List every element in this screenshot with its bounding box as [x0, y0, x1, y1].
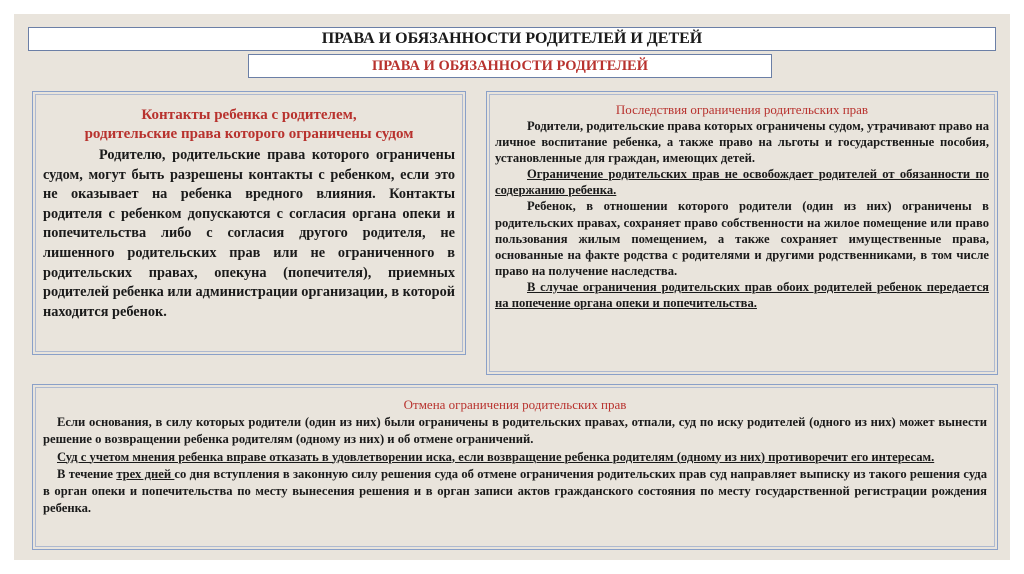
right-panel-heading: Последствия ограничения родительских прав [615, 102, 869, 117]
right-panel-para-4: В случае ограничения родительских прав обоих родителей ребенок передается на попечение органа опеки и попечительства. [495, 279, 989, 311]
left-panel-body: Родителю, родительские права которого ограничены судом, могут быть разрешены контакты с ребенком, если это не оказывает на ребенка вредного влияния. Контакты родителя с ребенком допускаются с согласия органа опеки и попечительства либо с согласия другого родителя, не лишенного родительских прав или не ограниченного в родительских правах, опекуна (попечителя), приемных родителей ребенка или администрации организации, в которой находится ребенок. [43, 147, 455, 320]
right-panel-para-3: Ребенок, в отношении которого родители (один из них) ограничены в родительских правах, сохраняет право собственности на жилое помещение или право пользования жилым помещением, а также сохраняет имущественные права, основанные на факте родства с родителями и другими родственниками, в том числе право на получение наследства. [495, 199, 989, 278]
bottom-panel [32, 384, 998, 550]
para-3-start: В течение [57, 467, 117, 482]
right-panel [486, 91, 998, 375]
para-3-term: трех дней [116, 467, 175, 482]
bottom-panel-para-1: Если основания, в силу которых родители (один из них) были ограничены в родительских правах, отпали, суд по иску родителей (одного из них) может вынести решение о возвращении ребенка родителям (одному из них) и об отмене ограничений. [43, 415, 987, 446]
left-panel [32, 91, 466, 355]
para-3-end: со дня вступления в законную силу решения суда об отмене ограничения родительских прав суд направляет выписку из такого решения суда в орган опеки и попечительства по месту вынесения решения и в орган записи актов гражданского состояния по месту государственной регистрации рождения ребенка. [43, 467, 987, 515]
slide-title: ПРАВА И ОБЯЗАННОСТИ РОДИТЕЛЕЙ И ДЕТЕЙ [28, 27, 996, 51]
bottom-panel-para-2: Суд с учетом мнения ребенка вправе отказать в удовлетворении иска, если возвращение ребенка родителям (одному из них) противоречит его интересам. [57, 449, 935, 464]
right-panel-para-1: Родители, родительские права которых ограничены судом, утрачивают право на личное воспитание ребенка, а также право на льготы и государственные пособия, установленные для граждан, имеющих детей. [495, 119, 989, 166]
bottom-panel-para-3 [43, 466, 987, 516]
slide [14, 14, 1010, 560]
left-panel-heading-line1: Контакты ребенка с родителем, [141, 107, 357, 123]
left-panel-heading-line2: родительские права которого ограничены судом [84, 126, 414, 142]
bottom-panel-heading: Отмена ограничения родительских прав [403, 397, 627, 412]
slide-subtitle: ПРАВА И ОБЯЗАННОСТИ РОДИТЕЛЕЙ [248, 54, 772, 78]
right-panel-para-2: Ограничение родительских прав не освобождает родителей от обязанности по содержанию ребенка. [495, 167, 989, 198]
